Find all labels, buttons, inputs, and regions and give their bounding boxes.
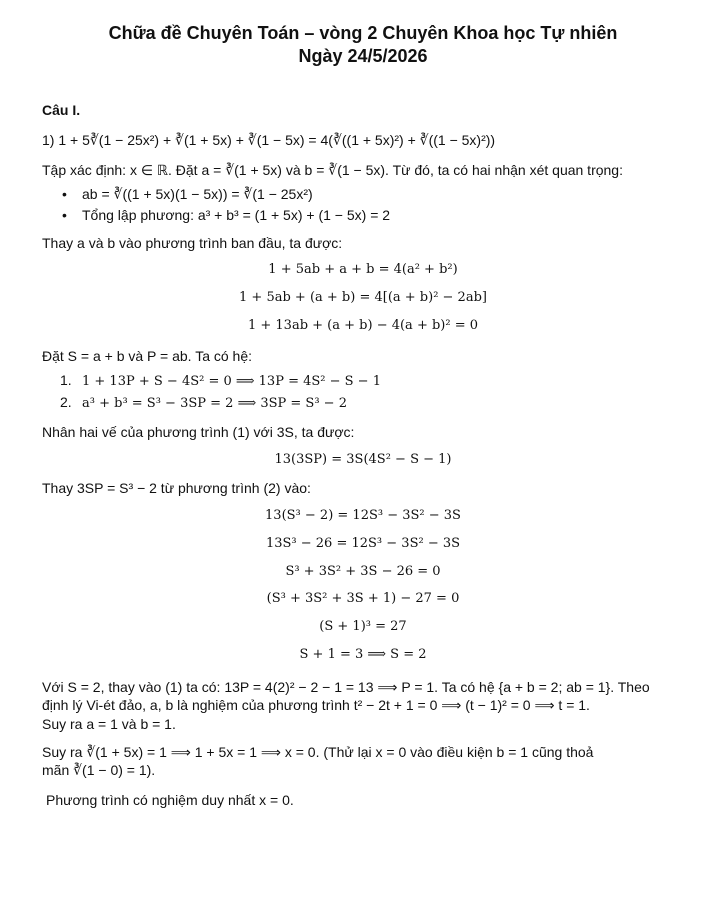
observation-item: • Tổng lập phương: a³ + b³ = (1 + 5x) + (1 − 5x) = 2 <box>82 206 684 224</box>
problem-statement: 1) 1 + 5∛(1 − 25x²) + ∛(1 + 5x) + ∛(1 − 5x) = 4(∛((1 + 5x)²) + ∛((1 − 5x)²)) <box>42 131 496 148</box>
equation: 13(3SP) = 3S(4S² − S − 1) <box>274 451 452 467</box>
equation: (S³ + 3S² + 3S + 1) − 27 = 0 <box>266 591 460 607</box>
system-item: 2. a³ + b³ = S³ − 3SP = 2 ⟹ 3SP = S³ − 2 <box>60 393 347 411</box>
title-line-1: Chữa đề Chuyên Toán – vòng 2 Chuyên Khoa học Tự nhiên <box>108 23 618 43</box>
question-heading: Câu I. <box>42 101 81 118</box>
equation: S + 1 = 3 ⟹ S = 2 <box>299 647 427 663</box>
system-list <box>42 371 684 413</box>
domain-line: Tập xác định: x ∈ ℝ. Đặt a = ∛(1 + 5x) và b = ∛(1 − 5x). Từ đó, ta có hai nhận xét quan trọng: <box>42 162 623 179</box>
conclusion-line: Suy ra ∛(1 + 5x) = 1 ⟹ 1 + 5x = 1 ⟹ x = 0. (Thử lại x = 0 vào điều kiện b = 1 cũng thoả <box>42 743 594 760</box>
replace-line: Thay 3SP = S³ − 2 từ phương trình (2) vào: <box>42 479 311 496</box>
conclusion-line: Suy ra a = 1 và b = 1. <box>42 715 176 732</box>
equation: 13(S³ − 2) = 12S³ − 3S² − 3S <box>265 507 461 523</box>
equation: 1 + 5ab + (a + b) = 4[(a + b)² − 2ab] <box>239 289 487 305</box>
equation: S³ + 3S² + 3S − 26 = 0 <box>285 563 441 579</box>
conclusion-line: định lý Vi-ét đảo, a, b là nghiệm của phương trình t² − 2t + 1 = 0 ⟹ (t − 1)² = 0 ⟹ t = 1. <box>42 697 590 714</box>
equation: 1 + 13ab + (a + b) − 4(a + b)² = 0 <box>247 317 478 333</box>
equation: (S + 1)³ = 27 <box>319 619 407 635</box>
system-item: 1. 1 + 13P + S − 4S² = 0 ⟹ 13P = 4S² − S − 1 <box>60 371 381 389</box>
conclusion-paragraph-1 <box>42 678 684 733</box>
observation-item: • ab = ∛((1 + 5x)(1 − 5x)) = ∛(1 − 25x²) <box>82 185 684 203</box>
set-line: Đặt S = a + b và P = ab. Ta có hệ: <box>42 347 253 364</box>
conclusion-line: Với S = 2, thay vào (1) ta có: 13P = 4(2)² − 2 − 1 = 13 ⟹ P = 1. Ta có hệ {a + b = 2; ab = 1}. Theo <box>42 679 650 696</box>
document-title <box>42 22 684 69</box>
equation: 1 + 5ab + a + b = 4(a² + b²) <box>268 261 458 277</box>
conclusion-paragraph-2 <box>42 743 684 779</box>
final-answer: Phương trình có nghiệm duy nhất x = 0. <box>46 792 294 809</box>
multiply-line: Nhân hai vế của phương trình (1) với 3S, ta được: <box>42 423 355 440</box>
equation: 13S³ − 26 = 12S³ − 3S² − 3S <box>265 535 461 551</box>
substitute-line: Thay a và b vào phương trình ban đầu, ta được: <box>42 234 343 251</box>
observation-list <box>42 185 684 223</box>
title-line-2: Ngày 24/5/2026 <box>298 46 428 67</box>
conclusion-line: mãn ∛(1 − 0) = 1). <box>42 761 156 778</box>
